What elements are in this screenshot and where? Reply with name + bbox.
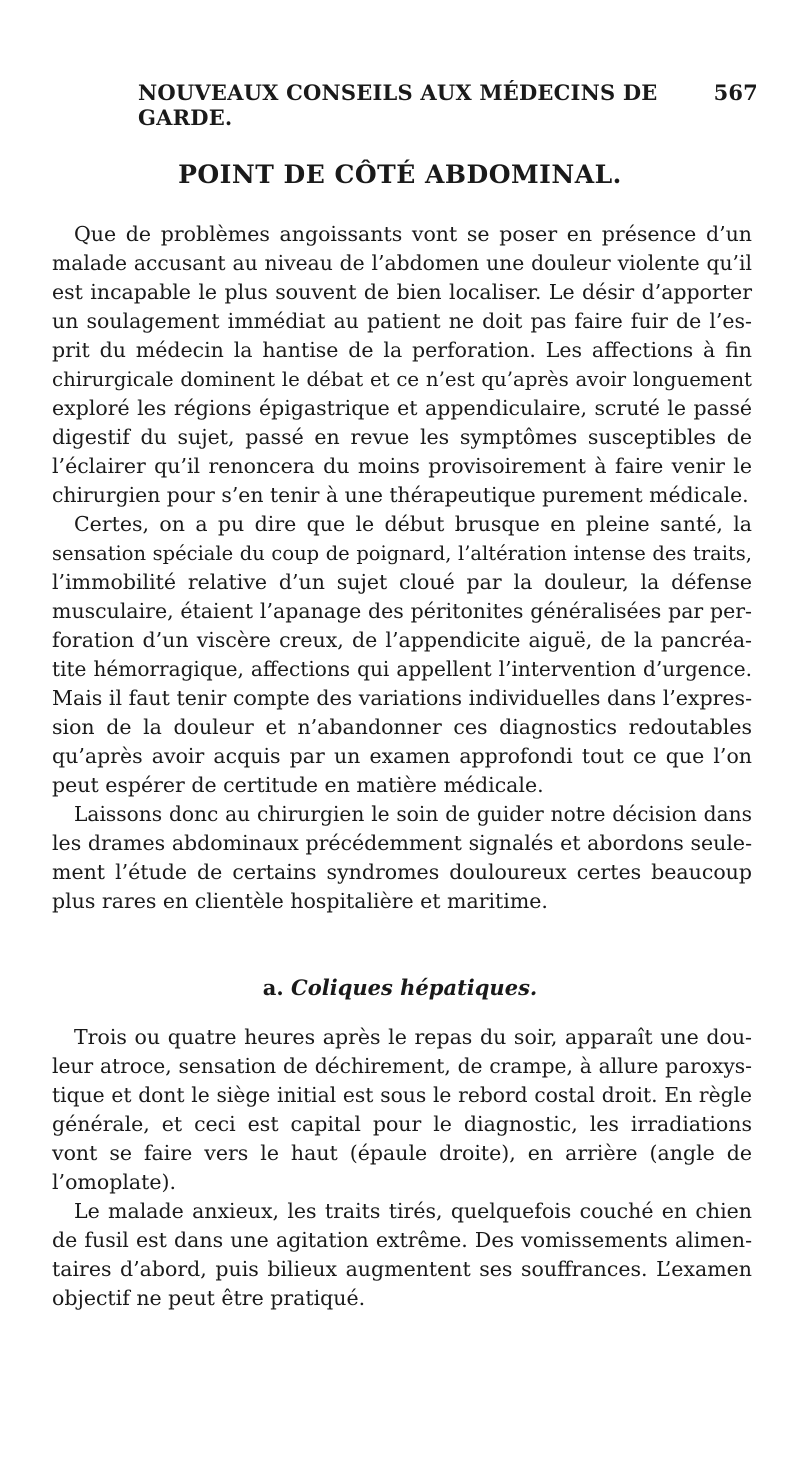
text-line: un soulagement immédiat au patient ne doit pas faire fuir de l’es- — [52, 309, 752, 333]
text-line: Le malade anxieux, les traits tirés, quelquefois couché en chien — [74, 1199, 752, 1223]
text-line: foration d’un viscère creux, de l’appendicite aiguë, de la pancréa- — [52, 628, 752, 652]
text-line: objectif ne peut être pratiqué. — [52, 1286, 366, 1310]
text-line: générale, et ceci est capital pour le diagnostic, les irradiations — [52, 1112, 752, 1136]
text-line: Certes, on a pu dire que le début brusque en pleine santé, la — [74, 512, 752, 536]
text-line: les drames abdominaux précédemment signalés et abordons seule- — [52, 831, 752, 855]
text-line: l’omoplate). — [52, 1170, 176, 1194]
text-line: ment l’étude de certains syndromes douloureux certes beaucoup — [52, 860, 752, 884]
text-line: plus rares en clientèle hospitalière et maritime. — [52, 889, 548, 913]
text-line: Laissons donc au chirurgien le soin de guider notre décision dans — [74, 802, 752, 826]
paragraph-block-intro — [52, 220, 752, 916]
text-line: de fusil est dans une agitation extrême. Des vomissements alimen- — [52, 1228, 752, 1252]
subsection-title: Coliques hépatiques. — [291, 975, 538, 1000]
text-line: musculaire, étaient l’apanage des péritonites généralisées par per- — [52, 599, 752, 623]
text-line: Mais il faut tenir compte des variations individuelles dans l’expres- — [52, 686, 752, 710]
text-line: prit du médecin la hantise de la perforation. Les affections à fin — [52, 338, 752, 362]
paragraph-block-coliques — [52, 1023, 752, 1313]
text-line: Que de problèmes angoissants vont se poser en présence d’un — [74, 222, 752, 246]
text-line: peut espérer de certitude en matière médicale. — [52, 773, 544, 797]
page-number: 567 — [713, 80, 758, 105]
running-head — [138, 80, 758, 130]
text-line: est incapable le plus souvent de bien localiser. Le désir d’apporter — [52, 280, 752, 304]
text-line: chirurgien pour s’en tenir à une thérapeutique purement médicale. — [52, 483, 749, 507]
text-line: vont se faire vers le haut (épaule droite), en arrière (angle de — [52, 1141, 752, 1165]
text-line: tique et dont le siège initial est sous le rebord costal droit. En règle — [52, 1083, 752, 1107]
text-line: leur atroce, sensation de déchirement, de crampe, à allure paroxys- — [52, 1054, 752, 1078]
text-line: exploré les régions épigastrique et appendiculaire, scruté le passé — [52, 396, 752, 420]
text-line: tite hémorragique, affections qui appellent l’intervention d’urgence. — [52, 657, 752, 681]
running-title: NOUVEAUX CONSEILS AUX MÉDECINS DE GARDE. — [138, 80, 658, 130]
text-line: Trois ou quatre heures après le repas du soir, apparaît une dou- — [74, 1025, 752, 1049]
section-title: POINT DE CÔTÉ ABDOMINAL. — [178, 160, 622, 189]
subsection-label: a. — [262, 975, 284, 1000]
text-line: chirurgicale dominent le débat et ce n’est qu’après avoir longuement — [52, 368, 752, 391]
text-line: l’éclairer qu’il renoncera du moins provisoirement à faire venir le — [52, 454, 752, 478]
text-line: l’immobilité relative d’un sujet cloué par la douleur, la défense — [52, 570, 752, 594]
text-line: taires d’abord, puis bilieux augmentent ses souffrances. L’examen — [52, 1257, 752, 1281]
text-line: sensation spéciale du coup de poignard, l’altération intense des traits, — [52, 542, 752, 565]
subsection-heading — [0, 975, 800, 1000]
text-line: sion de la douleur et n’abandonner ces diagnostics redoutables — [52, 715, 752, 739]
text-line: digestif du sujet, passé en revue les symptômes susceptibles de — [52, 425, 752, 449]
text-line: qu’après avoir acquis par un examen approfondi tout ce que l’on — [52, 744, 752, 768]
text-line: malade accusant au niveau de l’abdomen une douleur violente qu’il — [52, 251, 752, 275]
